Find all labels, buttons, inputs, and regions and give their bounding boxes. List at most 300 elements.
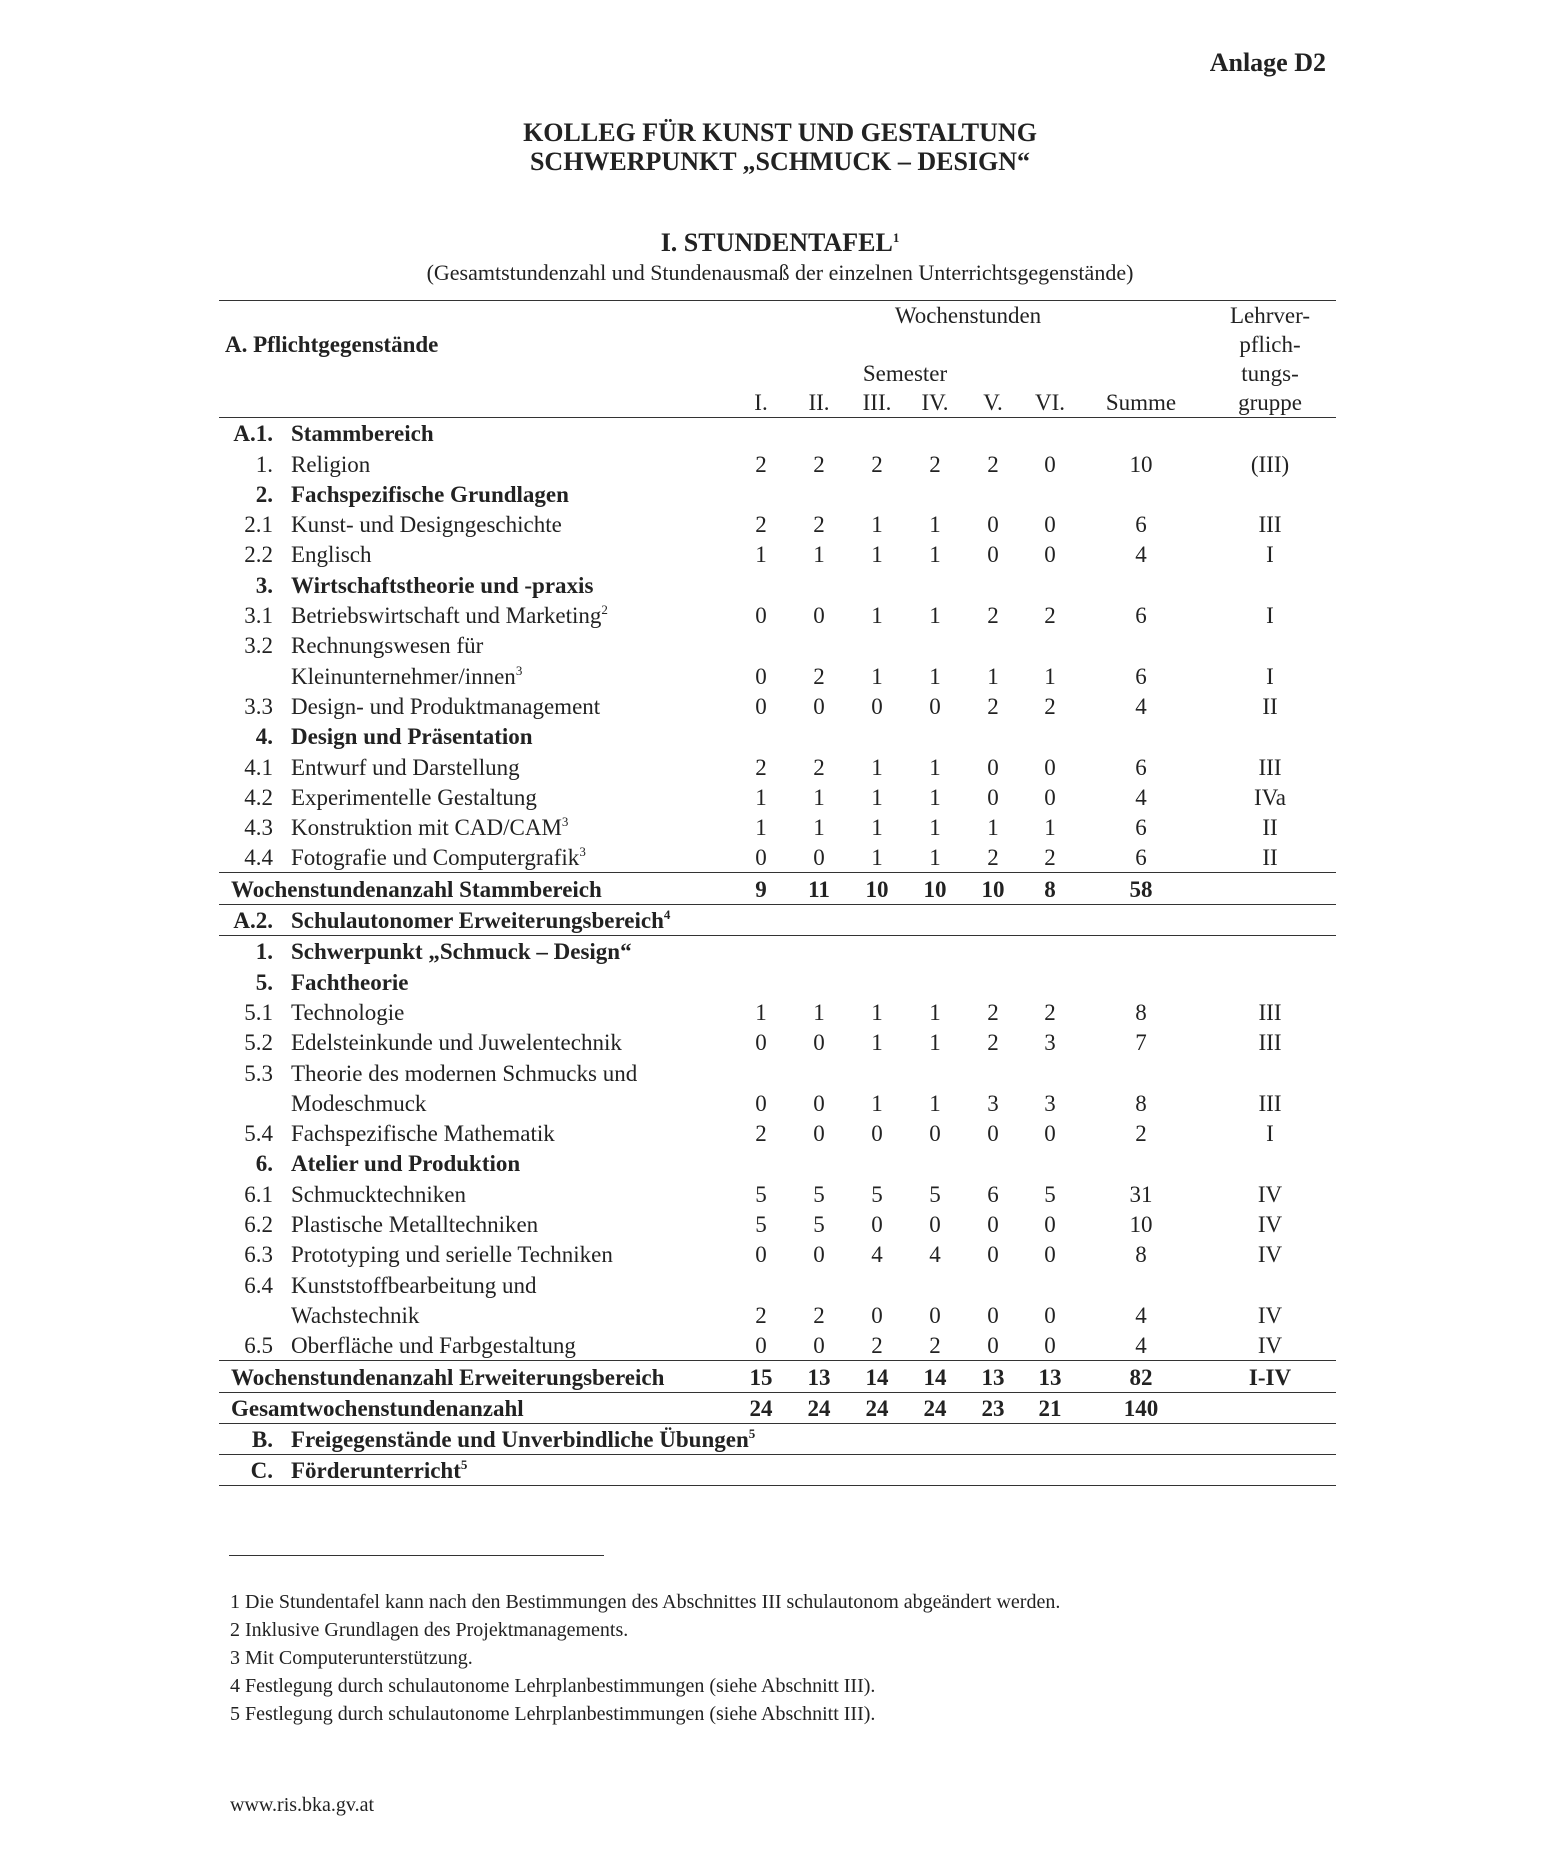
subject-label	[285, 1088, 732, 1118]
semester-hours: 0	[755, 1090, 767, 1116]
semester-hours: 0	[987, 784, 999, 810]
footnote-ref: 3	[579, 844, 586, 860]
semester-hours: 0	[1044, 512, 1056, 538]
table-heading-text: I. STUNDENTAFEL	[660, 228, 893, 257]
table-heading	[0, 228, 1560, 258]
semester-hours: 24	[906, 1392, 964, 1423]
semester-hours: 0	[929, 1121, 941, 1147]
sum-hours: 6	[1135, 663, 1147, 689]
subject-label: Theorie des modernen Schmucks und	[291, 1060, 638, 1086]
table-row	[219, 1027, 1336, 1057]
section-a-header: A. Pflichtgegenstände	[225, 332, 439, 357]
subject-label	[285, 997, 732, 1027]
row-number: 6.5	[244, 1333, 273, 1359]
lehrverpflichtung-group: III	[1258, 999, 1282, 1025]
section-row	[219, 569, 1336, 599]
semester-hours: 2	[755, 1302, 767, 1328]
semester-hours: 0	[755, 845, 767, 871]
semester-hours: 0	[1044, 451, 1056, 477]
semester-hours: 1	[929, 512, 941, 538]
sum-hours: 6	[1135, 603, 1147, 629]
semester-hours: 4	[929, 1242, 941, 1268]
semester-hours: 0	[755, 693, 767, 719]
section-label-text: Stammbereich	[291, 421, 434, 447]
title-line-1: KOLLEG FÜR KUNST UND GESTALTUNG	[523, 118, 1037, 147]
table-row	[219, 1178, 1336, 1208]
semester-hours: 2	[813, 663, 825, 689]
semester-hours: 1	[871, 784, 883, 810]
semester-hours: 5	[871, 1181, 883, 1207]
section-label	[285, 1148, 1336, 1178]
section-label-text: Wirtschaftstheorie und -praxis	[291, 572, 594, 598]
row-number: 4.3	[244, 815, 273, 841]
footnote-text: 3 Mit Computerunterstützung.	[230, 1647, 473, 1669]
section-label-text: Atelier und Produktion	[291, 1151, 521, 1177]
table-row	[219, 660, 1336, 690]
lehrverpflichtung-group: IV	[1257, 1181, 1283, 1207]
semester-hours: 0	[755, 1333, 767, 1359]
semester-hours: 0	[813, 693, 825, 719]
semester-hours: 1	[871, 845, 883, 871]
semester-hours: 1	[755, 784, 767, 810]
row-number: A.2.	[219, 904, 285, 935]
lehrverpflichtung-group: (III)	[1250, 451, 1290, 477]
semester-hours: 2	[1044, 693, 1056, 719]
row-number: 6.2	[244, 1212, 273, 1238]
semester-hours: 1	[987, 815, 999, 841]
section-label	[285, 479, 1336, 509]
subject-label	[285, 448, 732, 478]
subject-label	[285, 660, 732, 690]
subject-label	[285, 842, 732, 873]
semester-hours: 1	[1044, 815, 1056, 841]
sum-hours: 31	[1129, 1181, 1153, 1207]
semester-hours: 8	[1022, 873, 1078, 904]
table-header	[219, 301, 1336, 418]
lehrverpflichtung-group: IV	[1257, 1333, 1283, 1359]
lehrverpflichtung-group: I-IV	[1204, 1361, 1336, 1392]
semester-hours: 3	[987, 1090, 999, 1116]
semester-hours: 3	[1044, 1030, 1056, 1056]
row-number: 5.4	[244, 1121, 273, 1147]
semester-hours: 1	[871, 512, 883, 538]
section-row	[219, 418, 1336, 449]
sum-hours: 6	[1135, 754, 1147, 780]
subject-label-text: Englisch	[291, 542, 372, 568]
subject-label	[285, 751, 732, 781]
row-number: 6.3	[244, 1242, 273, 1268]
table-row	[219, 539, 1336, 569]
semester-hours: 10	[906, 873, 964, 904]
section-label-text: Fachspezifische Grundlagen	[291, 481, 569, 507]
footnote-ref: 2	[601, 602, 608, 618]
section-label	[285, 721, 1336, 751]
sum-hours: 140	[1078, 1392, 1204, 1423]
semester-hours: 0	[1044, 754, 1056, 780]
sum-hours: 6	[1135, 845, 1147, 871]
semester-hours: 10	[848, 873, 906, 904]
semester-label: III.	[848, 388, 906, 418]
semester-hours: 2	[813, 754, 825, 780]
subject-label-text: Kleinunternehmer/innen	[291, 663, 516, 689]
subject-label-text: Entwurf und Darstellung	[291, 754, 520, 780]
semester-hours: 2	[987, 693, 999, 719]
semester-hours: 13	[790, 1361, 848, 1392]
sum-hours: 4	[1135, 1302, 1147, 1328]
semester-hours: 0	[1044, 1242, 1056, 1268]
footnote-text: 1 Die Stundentafel kann nach den Bestimmungen des Abschnittes III schulautonom abgeändert werden.	[230, 1591, 1061, 1613]
semester-hours: 2	[871, 451, 883, 477]
footnotes	[230, 1588, 1060, 1728]
lehrverpflichtung-header-3: tungs-	[1241, 361, 1299, 386]
subject-label-text: Fotografie und Computergrafik	[291, 845, 580, 871]
subject-label: Rechnungswesen für	[291, 633, 484, 659]
lehrverpflichtung-group: II	[1262, 845, 1278, 871]
semester-hours: 0	[871, 1121, 883, 1147]
footnote-text: 5 Festlegung durch schulautonome Lehrplanbestimmungen (siehe Abschnitt III).	[230, 1703, 876, 1725]
table-row	[219, 782, 1336, 812]
lehrverpflichtung-group: II	[1262, 815, 1278, 841]
footnote-ref: 5	[460, 1457, 468, 1473]
subject-label	[285, 1209, 732, 1239]
subject-label	[285, 1027, 732, 1057]
semester-hours: 0	[813, 1242, 825, 1268]
footnote-text: 2 Inklusive Grundlagen des Projektmanagements.	[230, 1619, 629, 1641]
footnote-ref: 3	[561, 814, 569, 830]
semester-hours: 1	[929, 815, 941, 841]
row-number: 5.	[255, 969, 273, 995]
table-row	[219, 751, 1336, 781]
wochenstunden-header: Wochenstunden	[732, 301, 1204, 331]
semester-hours: 0	[987, 1302, 999, 1328]
semester-hours: 1	[871, 663, 883, 689]
semester-hours: 1	[929, 1090, 941, 1116]
semester-hours: 5	[929, 1181, 941, 1207]
semester-hours: 2	[871, 1333, 883, 1359]
semester-hours: 5	[1044, 1181, 1056, 1207]
semester-hours: 1	[929, 784, 941, 810]
semester-hours: 2	[1044, 845, 1056, 871]
semester-hours: 0	[755, 603, 767, 629]
semester-hours: 2	[987, 1030, 999, 1056]
title-line-2: SCHWERPUNKT „SCHMUCK – DESIGN“	[529, 147, 1031, 176]
section-label	[285, 569, 1336, 599]
semester-hours: 1	[871, 542, 883, 568]
semester-hours: 5	[813, 1212, 825, 1238]
semester-hours: 14	[848, 1361, 906, 1392]
semester-hours: 0	[871, 1302, 883, 1328]
semester-label: I.	[732, 388, 790, 418]
table-row	[219, 600, 1336, 630]
row-number: 4.4	[244, 845, 273, 871]
sum-row	[219, 1361, 1336, 1392]
title-block	[0, 118, 1560, 286]
section-label	[285, 1423, 1336, 1454]
semester-hours: 1	[929, 603, 941, 629]
semester-hours: 1	[929, 754, 941, 780]
sum-hours: 8	[1135, 1090, 1147, 1116]
table-row	[219, 1118, 1336, 1148]
lehrverpflichtung-group: IVa	[1254, 784, 1286, 810]
table-row	[219, 691, 1336, 721]
row-number: 3.3	[244, 693, 273, 719]
section-label-text: Fachtheorie	[291, 969, 409, 995]
section-row	[219, 721, 1336, 751]
subject-label	[285, 1300, 732, 1330]
semester-hours: 0	[1044, 1333, 1056, 1359]
section-label	[285, 904, 1336, 935]
semester-hours: 2	[755, 754, 767, 780]
row-number: 2.	[255, 481, 273, 507]
subject-label	[285, 539, 732, 569]
row-number: 2.1	[244, 512, 273, 538]
semester-hours: 1	[871, 1030, 883, 1056]
semester-hours: 0	[987, 754, 999, 780]
semester-hours: 11	[790, 873, 848, 904]
row-number: 1.	[255, 451, 273, 477]
sum-hours: 10	[1129, 451, 1153, 477]
table-row	[219, 509, 1336, 539]
semester-hours: 1	[813, 815, 825, 841]
section-label-text: Förderunterricht	[291, 1458, 461, 1484]
subject-label-text: Wachstechnik	[291, 1302, 420, 1328]
subject-label-text: Kunst- und Designgeschichte	[291, 512, 562, 538]
semester-hours: 0	[871, 693, 883, 719]
semester-hours: 2	[987, 999, 999, 1025]
subject-label	[285, 812, 732, 842]
table-row	[219, 1057, 1336, 1087]
row-number: 6.1	[244, 1181, 273, 1207]
row-number: A.1.	[233, 421, 273, 447]
footnote-ref: 3	[515, 662, 523, 678]
footnote-text: 4 Festlegung durch schulautonome Lehrplanbestimmungen (siehe Abschnitt III).	[230, 1675, 876, 1697]
semester-hours: 1	[929, 845, 941, 871]
sum-label: Wochenstundenanzahl Stammbereich	[219, 873, 732, 904]
subject-label	[285, 1118, 732, 1148]
section-row	[219, 904, 1336, 935]
semester-hours: 1	[987, 663, 999, 689]
semester-hours: 2	[987, 603, 999, 629]
subject-label	[285, 1178, 732, 1208]
sum-label: Gesamtwochenstundenanzahl	[219, 1392, 732, 1423]
lehrverpflichtung-group: I	[1266, 603, 1274, 629]
sum-hours: 10	[1129, 1212, 1153, 1238]
lehrverpflichtung-group: II	[1262, 693, 1278, 719]
semester-hours: 0	[755, 663, 767, 689]
subject-label	[285, 509, 732, 539]
semester-hours: 1	[871, 1090, 883, 1116]
sum-hours: 58	[1078, 873, 1204, 904]
semester-hours: 0	[929, 1212, 941, 1238]
semester-hours: 1	[871, 815, 883, 841]
row-number: 2.2	[244, 542, 273, 568]
semester-hours: 0	[1044, 784, 1056, 810]
subject-label: Kunststoffbearbeitung und	[291, 1272, 537, 1298]
semester-hours: 9	[732, 873, 790, 904]
semester-hours: 1	[929, 999, 941, 1025]
row-number: C.	[219, 1455, 285, 1486]
semester-hours: 13	[964, 1361, 1022, 1392]
row-number: 1.	[219, 936, 285, 967]
lehrverpflichtung-group: IV	[1257, 1212, 1283, 1238]
annex-label: Anlage D2	[1209, 48, 1326, 77]
semester-label: VI.	[1022, 388, 1078, 418]
subject-label	[285, 600, 732, 630]
sum-hours: 4	[1135, 542, 1147, 568]
summe-header: Summe	[1078, 388, 1204, 418]
subject-label-text: Edelsteinkunde und Juwelentechnik	[291, 1030, 622, 1056]
footnote-ref: 4	[663, 907, 671, 923]
row-number: 3.2	[244, 633, 273, 659]
table-row	[219, 1209, 1336, 1239]
subject-label-text: Prototyping und serielle Techniken	[291, 1242, 613, 1268]
subject-label-text: Design- und Produktmanagement	[291, 693, 601, 719]
semester-hours: 0	[987, 1242, 999, 1268]
semester-hours: 1	[929, 663, 941, 689]
section-row	[219, 966, 1336, 996]
lehrverpflichtung-group: I	[1266, 542, 1274, 568]
lehrverpflichtung-group	[1204, 873, 1336, 904]
semester-label: II.	[790, 388, 848, 418]
table-row	[219, 1269, 1336, 1299]
section-row	[219, 1455, 1336, 1486]
row-number: 4.1	[244, 754, 273, 780]
section-label-text: Freigegenstände und Unverbindliche Übungen	[291, 1427, 749, 1453]
lehrverpflichtung-group: III	[1258, 754, 1282, 780]
semester-hours: 0	[1044, 1121, 1056, 1147]
semester-label: V.	[964, 388, 1022, 418]
semester-hours: 0	[987, 1212, 999, 1238]
lehrverpflichtung-group: III	[1258, 1090, 1282, 1116]
footnote-separator	[229, 1555, 604, 1556]
semester-hours: 0	[987, 1333, 999, 1359]
semester-hours: 5	[755, 1212, 767, 1238]
semester-hours: 2	[1044, 999, 1056, 1025]
row-number: 4.	[255, 724, 273, 750]
semester-hours: 5	[755, 1181, 767, 1207]
semester-hours: 21	[1022, 1392, 1078, 1423]
sum-label: Wochenstundenanzahl Erweiterungsbereich	[219, 1361, 732, 1392]
footnote-ref: 5	[748, 1426, 756, 1442]
table-row	[219, 1088, 1336, 1118]
semester-hours: 2	[987, 845, 999, 871]
subject-label	[285, 782, 732, 812]
table-row	[219, 1330, 1336, 1361]
semester-hours: 6	[987, 1181, 999, 1207]
lehrverpflichtung-header-4: gruppe	[1204, 388, 1336, 418]
section-row	[219, 936, 1336, 967]
semester-hours: 0	[755, 1030, 767, 1056]
semester-hours: 0	[813, 1121, 825, 1147]
semester-hours: 0	[929, 693, 941, 719]
subject-label-text: Plastische Metalltechniken	[291, 1212, 539, 1238]
footnote-ref: 1	[892, 230, 900, 245]
row-number	[219, 1088, 285, 1118]
website-url: www.ris.bka.gv.at	[230, 1794, 375, 1816]
table-row	[219, 1300, 1336, 1330]
table-row	[219, 812, 1336, 842]
lehrverpflichtung-group: I	[1266, 1121, 1274, 1147]
semester-hours: 3	[1044, 1090, 1056, 1116]
row-number: 3.1	[244, 603, 273, 629]
sum-hours: 8	[1135, 999, 1147, 1025]
semester-hours: 0	[871, 1212, 883, 1238]
semester-label: IV.	[906, 388, 964, 418]
semester-hours: 24	[732, 1392, 790, 1423]
subject-label-text: Technologie	[291, 999, 405, 1025]
section-label-text: Schwerpunkt „Schmuck – Design“	[291, 939, 632, 965]
row-number: 3.	[255, 572, 273, 598]
lehrverpflichtung-group: I	[1266, 663, 1274, 689]
semester-hours: 1	[929, 1030, 941, 1056]
semester-hours: 2	[987, 451, 999, 477]
semester-hours: 1	[755, 815, 767, 841]
section-row	[219, 479, 1336, 509]
row-number: 5.2	[244, 1030, 273, 1056]
row-number	[219, 1300, 285, 1330]
lehrverpflichtung-header-2: pflich-	[1239, 332, 1301, 357]
semester-hours: 1	[755, 999, 767, 1025]
sum-row	[219, 873, 1336, 904]
semester-hours: 5	[813, 1181, 825, 1207]
lehrverpflichtung-group: III	[1258, 512, 1282, 538]
sum-hours: 4	[1135, 693, 1147, 719]
subject-label	[285, 691, 732, 721]
semester-hours: 2	[929, 451, 941, 477]
semester-hours: 24	[790, 1392, 848, 1423]
subject-label	[285, 1239, 732, 1269]
semester-hours: 1	[755, 542, 767, 568]
subject-label-text: Oberfläche und Farbgestaltung	[291, 1333, 576, 1359]
semester-hours: 0	[987, 542, 999, 568]
lehrverpflichtung-group: III	[1258, 1030, 1282, 1056]
subject-label-text: Religion	[291, 451, 371, 477]
semester-hours: 13	[1022, 1361, 1078, 1392]
table-row	[219, 997, 1336, 1027]
semester-hours: 0	[813, 1090, 825, 1116]
semester-hours: 0	[813, 1333, 825, 1359]
semester-hours: 1	[871, 999, 883, 1025]
table-row	[219, 630, 1336, 660]
row-number	[219, 660, 285, 690]
semester-hours: 0	[755, 1242, 767, 1268]
sum-hours: 4	[1135, 1333, 1147, 1359]
semester-hours: 0	[987, 512, 999, 538]
subject-label-text: Konstruktion mit CAD/CAM	[291, 815, 562, 841]
semester-hours: 2	[755, 1121, 767, 1147]
row-number: 6.	[255, 1151, 273, 1177]
semester-hours: 0	[987, 1121, 999, 1147]
section-label	[285, 1455, 1336, 1486]
semester-hours: 2	[1044, 603, 1056, 629]
semester-hours: 0	[1044, 1212, 1056, 1238]
semester-hours: 2	[755, 512, 767, 538]
lehrverpflichtung-group	[1204, 1392, 1336, 1423]
sum-hours: 7	[1135, 1030, 1147, 1056]
semester-hours: 1	[813, 999, 825, 1025]
sum-hours: 8	[1135, 1242, 1147, 1268]
section-row	[219, 1423, 1336, 1454]
row-number: 5.3	[244, 1060, 273, 1086]
semester-hours: 0	[813, 603, 825, 629]
semester-header: Semester	[862, 361, 948, 386]
semester-hours: 4	[871, 1242, 883, 1268]
section-label-text: Design und Präsentation	[291, 724, 533, 750]
semester-hours: 0	[929, 1302, 941, 1328]
row-number: B.	[219, 1423, 285, 1454]
semester-hours: 0	[1044, 1302, 1056, 1328]
table-row	[219, 448, 1336, 478]
